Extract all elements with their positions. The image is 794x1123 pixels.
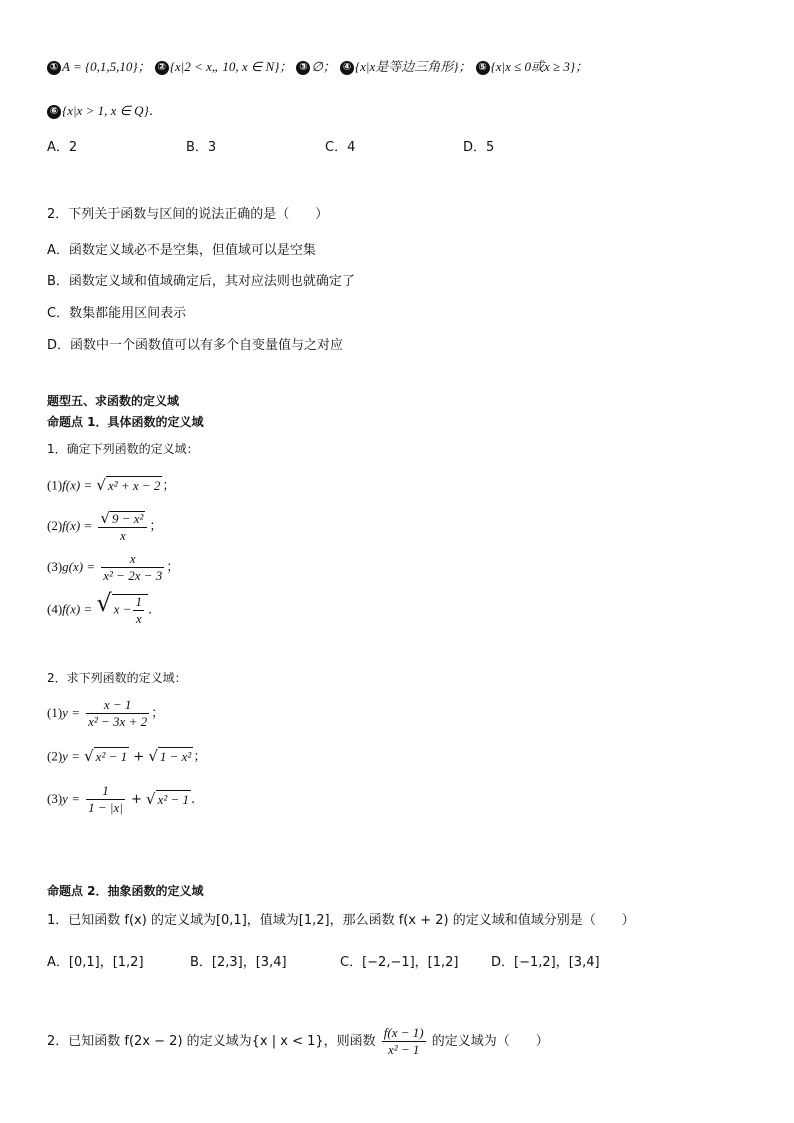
set-item-4: {x|x是等边三角形}； xyxy=(354,59,472,74)
circled-number-2: ② xyxy=(155,61,169,75)
question-2-stem: 2．下列关于函数与区间的说法正确的是（ ） xyxy=(47,207,329,222)
formula-2-1 xyxy=(47,698,164,729)
point2-q1-option-b: B．[2,3]，[3,4] xyxy=(190,955,287,970)
punctuation: . xyxy=(147,602,153,618)
point2-q2-stem-end: 的定义域为（ ） xyxy=(431,1034,549,1049)
punctuation: ； xyxy=(151,706,165,721)
denominator: x xyxy=(119,527,126,543)
punctuation: ； xyxy=(193,749,207,765)
plus-sign: + xyxy=(133,749,145,765)
set-item-3: ∅； xyxy=(311,59,336,74)
option-d: D．5 xyxy=(463,140,495,155)
question-2-option-d: D．函数中一个函数值可以有多个自变量值与之对应 xyxy=(47,338,344,353)
fraction xyxy=(382,1026,426,1057)
subsection-heading-2: 命题点 2．抽象函数的定义域 xyxy=(47,884,204,898)
item-label: (2) xyxy=(47,517,63,533)
item-label: (1) xyxy=(47,705,63,720)
point2-q1-option-d: D．[−1,2]，[3,4] xyxy=(491,955,600,970)
formula-1-4 xyxy=(47,589,153,626)
radicand: x² + x − 2 xyxy=(107,478,161,493)
radicand: 9 − x² xyxy=(111,510,144,526)
circled-number-3: ③ xyxy=(296,61,310,75)
fraction xyxy=(133,595,144,626)
option-a: A．2 xyxy=(47,140,78,155)
option-b: B．3 xyxy=(186,140,217,155)
numerator: 1 xyxy=(135,594,142,609)
set-items-line-2 xyxy=(47,102,162,121)
numerator: x − 1 xyxy=(86,698,149,714)
item-label: (1) xyxy=(47,477,63,493)
function-lhs: f(x) = xyxy=(62,601,93,617)
function-lhs: y = xyxy=(62,705,80,720)
formula-1-1 xyxy=(47,476,175,496)
radical: √ 1 − x² xyxy=(148,747,192,765)
formula-1-3 xyxy=(47,552,179,583)
punctuation: ； xyxy=(149,518,163,534)
question-2-option-c: C．数集都能用区间表示 xyxy=(47,306,187,321)
item-label: (3) xyxy=(47,791,63,806)
set-items-line-1 xyxy=(47,58,588,77)
punctuation: ； xyxy=(166,560,180,575)
set-item-2: {x|2 < x„ 10, x ∈ N}； xyxy=(169,59,293,74)
radicand: x² − 1 xyxy=(95,749,128,764)
numerator: 1 xyxy=(86,784,125,800)
subsection-heading-1: 命题点 1．具体函数的定义域 xyxy=(47,415,204,429)
function-lhs: y = xyxy=(62,791,80,806)
function-lhs: y = xyxy=(62,748,80,764)
circled-number-1: ① xyxy=(47,61,61,75)
denominator: 1 − |x| xyxy=(88,800,123,815)
radicand: x² − 1 xyxy=(157,791,190,807)
denominator: x² − 3x + 2 xyxy=(88,714,148,729)
function-lhs: g(x) = xyxy=(62,559,96,574)
numerator: x xyxy=(101,552,164,568)
numerator: f(x − 1) xyxy=(383,1025,424,1040)
point2-q2 xyxy=(47,1026,549,1057)
point2-q1-stem: 1．已知函数 f(x) 的定义域为[0,1]，值域为[1,2]，那么函数 f(x + 2) 的定义域和值域分别是（ ） xyxy=(47,913,635,928)
radical: √ x − $\frac{1}{x}$ xyxy=(96,594,148,626)
option-c: C．4 xyxy=(325,140,356,155)
function-lhs: f(x) = xyxy=(62,517,93,533)
formula-2-3 xyxy=(47,784,195,815)
fraction xyxy=(86,698,149,729)
item-label: (2) xyxy=(47,748,63,764)
radicand-term: x − xyxy=(113,601,132,617)
set-item-5: {x|x ≤ 0或x ≥ 3}； xyxy=(490,59,589,74)
item-label: (3) xyxy=(47,559,63,574)
fraction xyxy=(101,552,164,583)
circled-number-4: ④ xyxy=(340,61,354,75)
radical: √ x² − 1 xyxy=(146,789,190,808)
function-lhs: f(x) = xyxy=(62,477,93,493)
q2-stem: 2．求下列函数的定义域： xyxy=(47,671,187,685)
punctuation: . xyxy=(191,792,196,807)
radical: √ 9 − x² xyxy=(100,508,144,527)
denominator: x² − 2x − 3 xyxy=(103,568,163,583)
q1-stem: 1．确定下列函数的定义域： xyxy=(47,442,199,456)
radicand: 1 − x² xyxy=(159,749,192,764)
question-2-option-b: B．函数定义域和值域确定后，其对应法则也就确定了 xyxy=(47,274,355,289)
radical: √ x² + x − 2 xyxy=(96,476,161,494)
set-item-1: A = {0,1,5,10}； xyxy=(62,59,151,74)
formula-1-2 xyxy=(47,510,162,543)
point2-q1-option-a: A．[0,1]，[1,2] xyxy=(47,955,144,970)
point2-q2-stem-start: 2．已知函数 f(2x − 2) 的定义域为{x | x < 1}，则函数 xyxy=(47,1034,376,1049)
circled-number-5: ⑤ xyxy=(476,61,490,75)
plus-sign: + xyxy=(130,792,142,807)
section-heading: 题型五、求函数的定义域 xyxy=(47,394,180,408)
formula-2-2 xyxy=(47,747,206,767)
fraction xyxy=(98,510,147,543)
denominator: x xyxy=(135,611,142,626)
radical: √ x² − 1 xyxy=(84,747,128,765)
fraction xyxy=(86,784,125,815)
punctuation: ； xyxy=(162,478,176,494)
set-item-6: {x|x > 1, x ∈ Q}． xyxy=(62,103,162,118)
point2-q1-option-c: C．[−2,−1]，[1,2] xyxy=(340,955,459,970)
question-2-option-a: A．函数定义域必不是空集，但值域可以是空集 xyxy=(47,243,316,258)
item-label: (4) xyxy=(47,601,63,617)
denominator: x² − 1 xyxy=(387,1042,420,1057)
circled-number-6: ⑥ xyxy=(47,105,61,119)
